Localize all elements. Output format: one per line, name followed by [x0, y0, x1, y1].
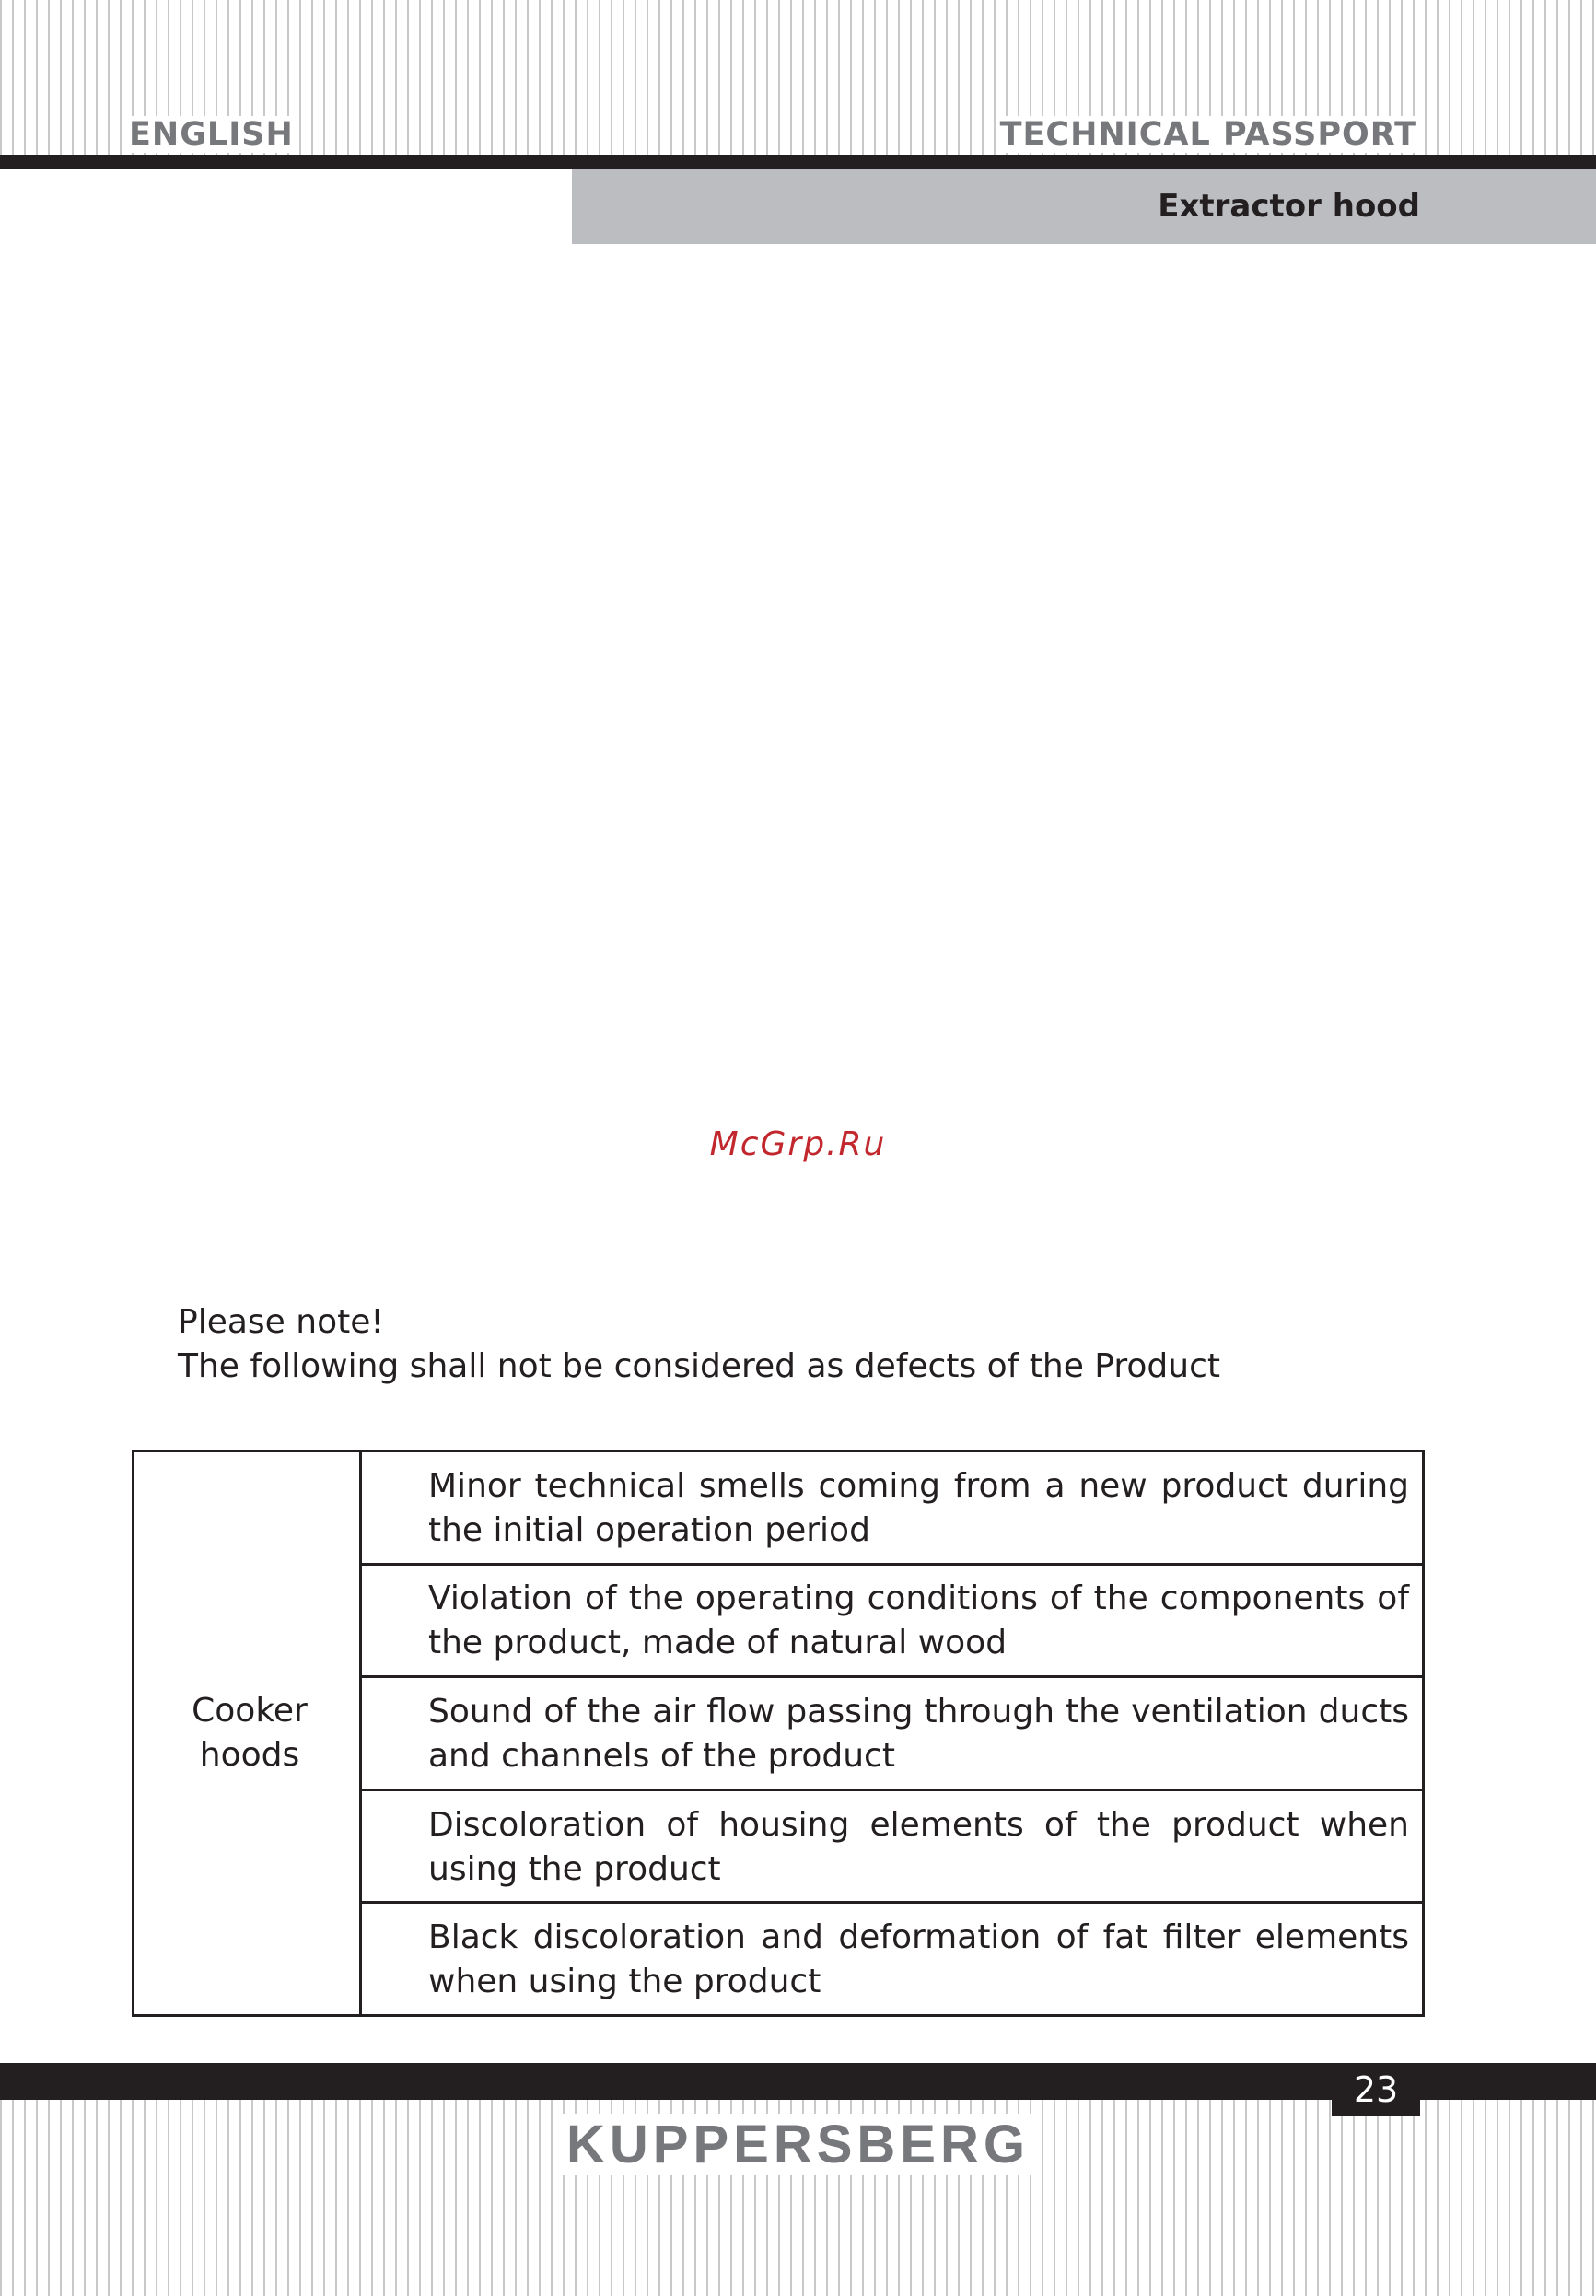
- note-text: The following shall not be considered as defects of the Product: [178, 1347, 1220, 1385]
- product-title: Extractor hood: [1158, 188, 1420, 225]
- defects-table: [132, 1450, 1425, 2017]
- defect-description: Discoloration of housing elements of the product when using the product: [361, 1789, 1424, 1903]
- language-label: ENGLISH: [125, 116, 297, 153]
- page-number: 23: [1353, 2069, 1399, 2110]
- header-divider-bar: [0, 155, 1596, 169]
- category-cell: Cooker hoods: [134, 1451, 361, 2016]
- brand-logo: [0, 2114, 1596, 2175]
- brand-name: KUPPERSBERG: [559, 2114, 1037, 2175]
- defect-description: Black discoloration and deformation of fat filter elements when using the product: [361, 1903, 1424, 2016]
- document-type-label: TECHNICAL PASSPORT: [996, 116, 1421, 153]
- note-block: [178, 1300, 1220, 1389]
- defect-description: Minor technical smells coming from a new product during the initial operation period: [361, 1451, 1424, 1565]
- page-number-box: [1332, 2063, 1420, 2116]
- note-heading: Please note!: [178, 1303, 384, 1341]
- watermark-text: McGrp.Ru: [709, 1125, 887, 1163]
- product-banner: [572, 169, 1596, 244]
- defect-description: Sound of the air flow passing through the ventilation ducts and channels of the product: [361, 1677, 1424, 1790]
- defect-description: Violation of the operating conditions of the components of the product, made of natural wood: [361, 1564, 1424, 1677]
- table-row: [134, 1451, 1424, 1565]
